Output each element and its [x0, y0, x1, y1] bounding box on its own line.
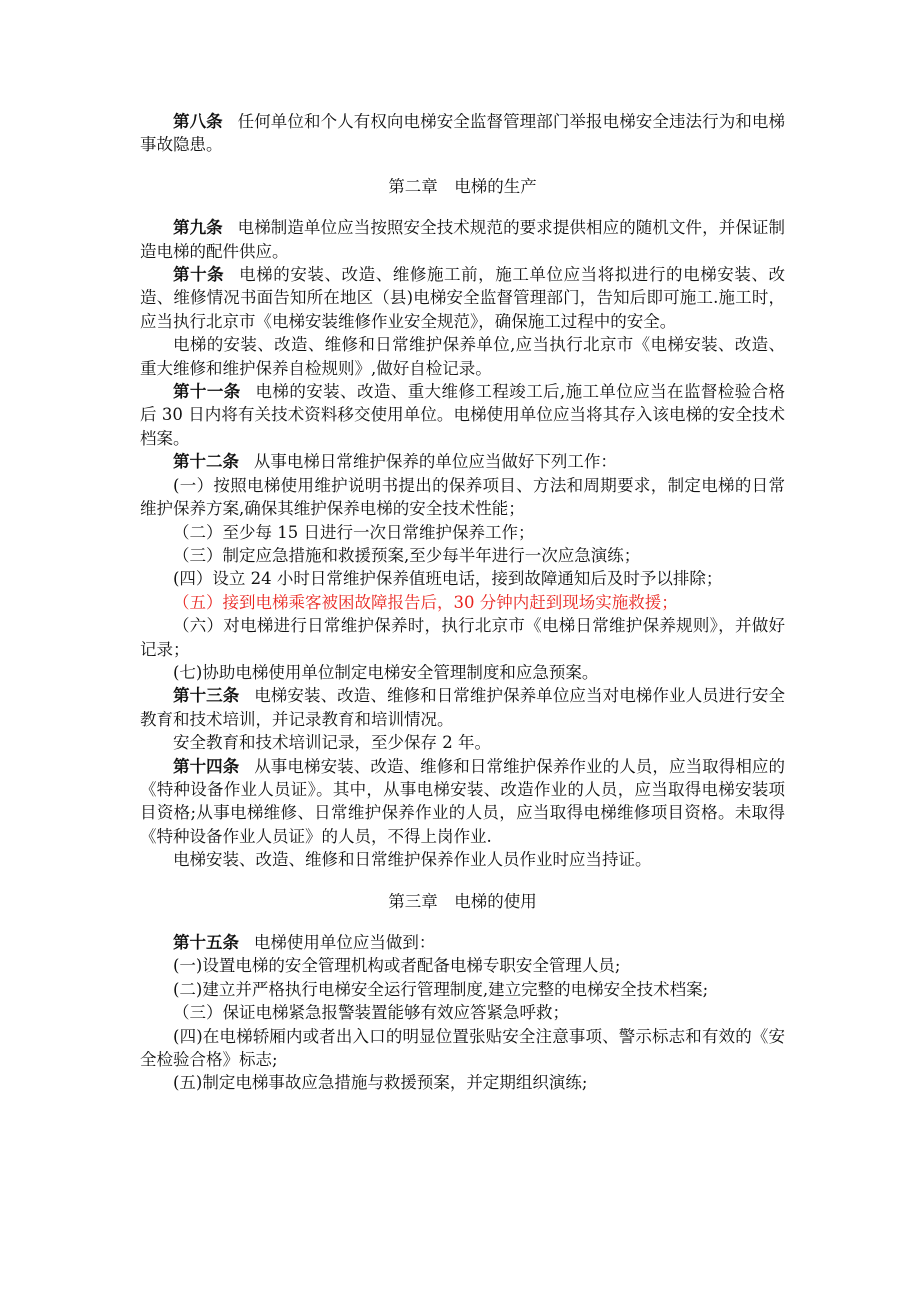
article-11: [140, 380, 785, 450]
list-item: (二)建立并严格执行电梯安全运行管理制度,建立完整的电梯安全技术档案;: [173, 979, 709, 999]
article-text: 从事电梯安装、改造、维修和日常维护保养作业的人员，应当取得相应的《特种设备作业人员证》。其中，从事电梯安装、改造作业的人员，应当取得电梯安装项目资格;从事电梯维修、日常维护保养作业的人员，应当取得电梯维修项目资格。未取得《特种设备作业人员证》的人员，不得上岗作业.: [140, 756, 786, 846]
article-heading: 第九条: [173, 218, 223, 238]
list-item: (五)制定电梯事故应急措施与救援预案，并定期组织演练;: [173, 1073, 588, 1093]
chapter-title: 第二章 电梯的生产: [388, 176, 537, 196]
list-item: （二）至少每 15 日进行一次日常维护保养工作；: [173, 522, 535, 542]
article-heading: 第十三条: [173, 686, 240, 706]
article-text: 电梯的安装、改造、维修施工前，施工单位应当将拟进行的电梯安装、改造、维修情况书面告知所在地区（县)电梯安全监督管理部门，告知后即可施工.施工时，应当执行北京市《电梯安装维修作业安全规范》，确保施工过程中的安全。: [140, 265, 785, 331]
article-15: [140, 931, 785, 954]
article-heading: 第十五条: [173, 933, 239, 952]
article-text: 电梯制造单位应当按照安全技术规范的要求提供相应的随机文件，并保证制造电梯的配件供应。: [140, 218, 786, 261]
article-14: [140, 755, 785, 849]
paragraph: 电梯安装、改造、维修和日常维护保养作业人员作业时应当持证。: [173, 850, 652, 870]
article-text: 任何单位和个人有权向电梯安全监督管理部门举报电梯安全违法行为和电梯事故隐患。: [140, 112, 786, 155]
article-text: 从事电梯日常维护保养的单位应当做好下列工作：: [253, 452, 617, 472]
paragraph: 电梯的安装、改造、维修和日常维护保养单位,应当执行北京市《电梯安装、改造、重大维修和维护保养自检规则》,做好自检记录。: [140, 335, 785, 378]
article-heading: 第八条: [173, 112, 223, 131]
list-item: （六）对电梯进行日常维护保养时，执行北京市《电梯日常维护保养规则》，并做好记录；: [140, 616, 785, 659]
list-item: (四）设立 24 小时日常维护保养值班电话，接到故障通知后及时予以排除；: [173, 569, 723, 589]
list-item: （三）保证电梯紧急报警装置能够有效应答紧急呼救；: [173, 1003, 569, 1023]
article-heading: 第十二条: [173, 452, 239, 472]
list-item: (一)设置电梯的安全管理机构或者配备电梯专职安全管理人员;: [173, 956, 621, 976]
list-item: （三）制定应急措施和救援预案,至少每半年进行一次应急演练；: [173, 545, 641, 565]
article-heading: 第十条: [173, 265, 225, 285]
list-item: (一）按照电梯使用维护说明书提出的保养项目、方法和周期要求，制定电梯的日常维护保养方案,确保其维护保养电梯的安全技术性能；: [140, 475, 785, 519]
paragraph: 安全教育和技术培训记录，至少保存 2 年。: [173, 733, 491, 753]
article-text: 电梯的安装、改造、重大维修工程竣工后,施工单位应当在监督检验合格后 30 日内将有关技术资料移交使用单位。电梯使用单位应当将其存入该电梯的安全技术档案。: [140, 382, 786, 448]
list-item: (四)在电梯轿厢内或者出入口的明显位置张贴安全注意事项、警示标志和有效的《安全检验合格》标志;: [140, 1026, 785, 1070]
article-10: [140, 263, 785, 333]
document-page: [140, 110, 785, 1095]
article-12: [140, 450, 785, 473]
article-8: [140, 110, 785, 157]
article-heading: 第十一条: [173, 382, 241, 402]
list-item: (七)协助电梯使用单位制定电梯安全管理制度和应急预案。: [173, 662, 599, 682]
chapter-title: 第三章 电梯的使用: [388, 891, 537, 911]
highlighted-list-item: （五）接到电梯乘客被困故障报告后，30 分钟内赶到现场实施救援；: [173, 592, 678, 612]
article-text: 电梯安装、改造、维修和日常维护保养单位应当对电梯作业人员进行安全教育和技术培训，并记录教育和培训情况。: [140, 686, 786, 729]
article-13: [140, 684, 785, 731]
article-text: 电梯使用单位应当做到：: [253, 933, 436, 952]
article-heading: 第十四条: [173, 756, 240, 776]
article-9: [140, 216, 785, 263]
